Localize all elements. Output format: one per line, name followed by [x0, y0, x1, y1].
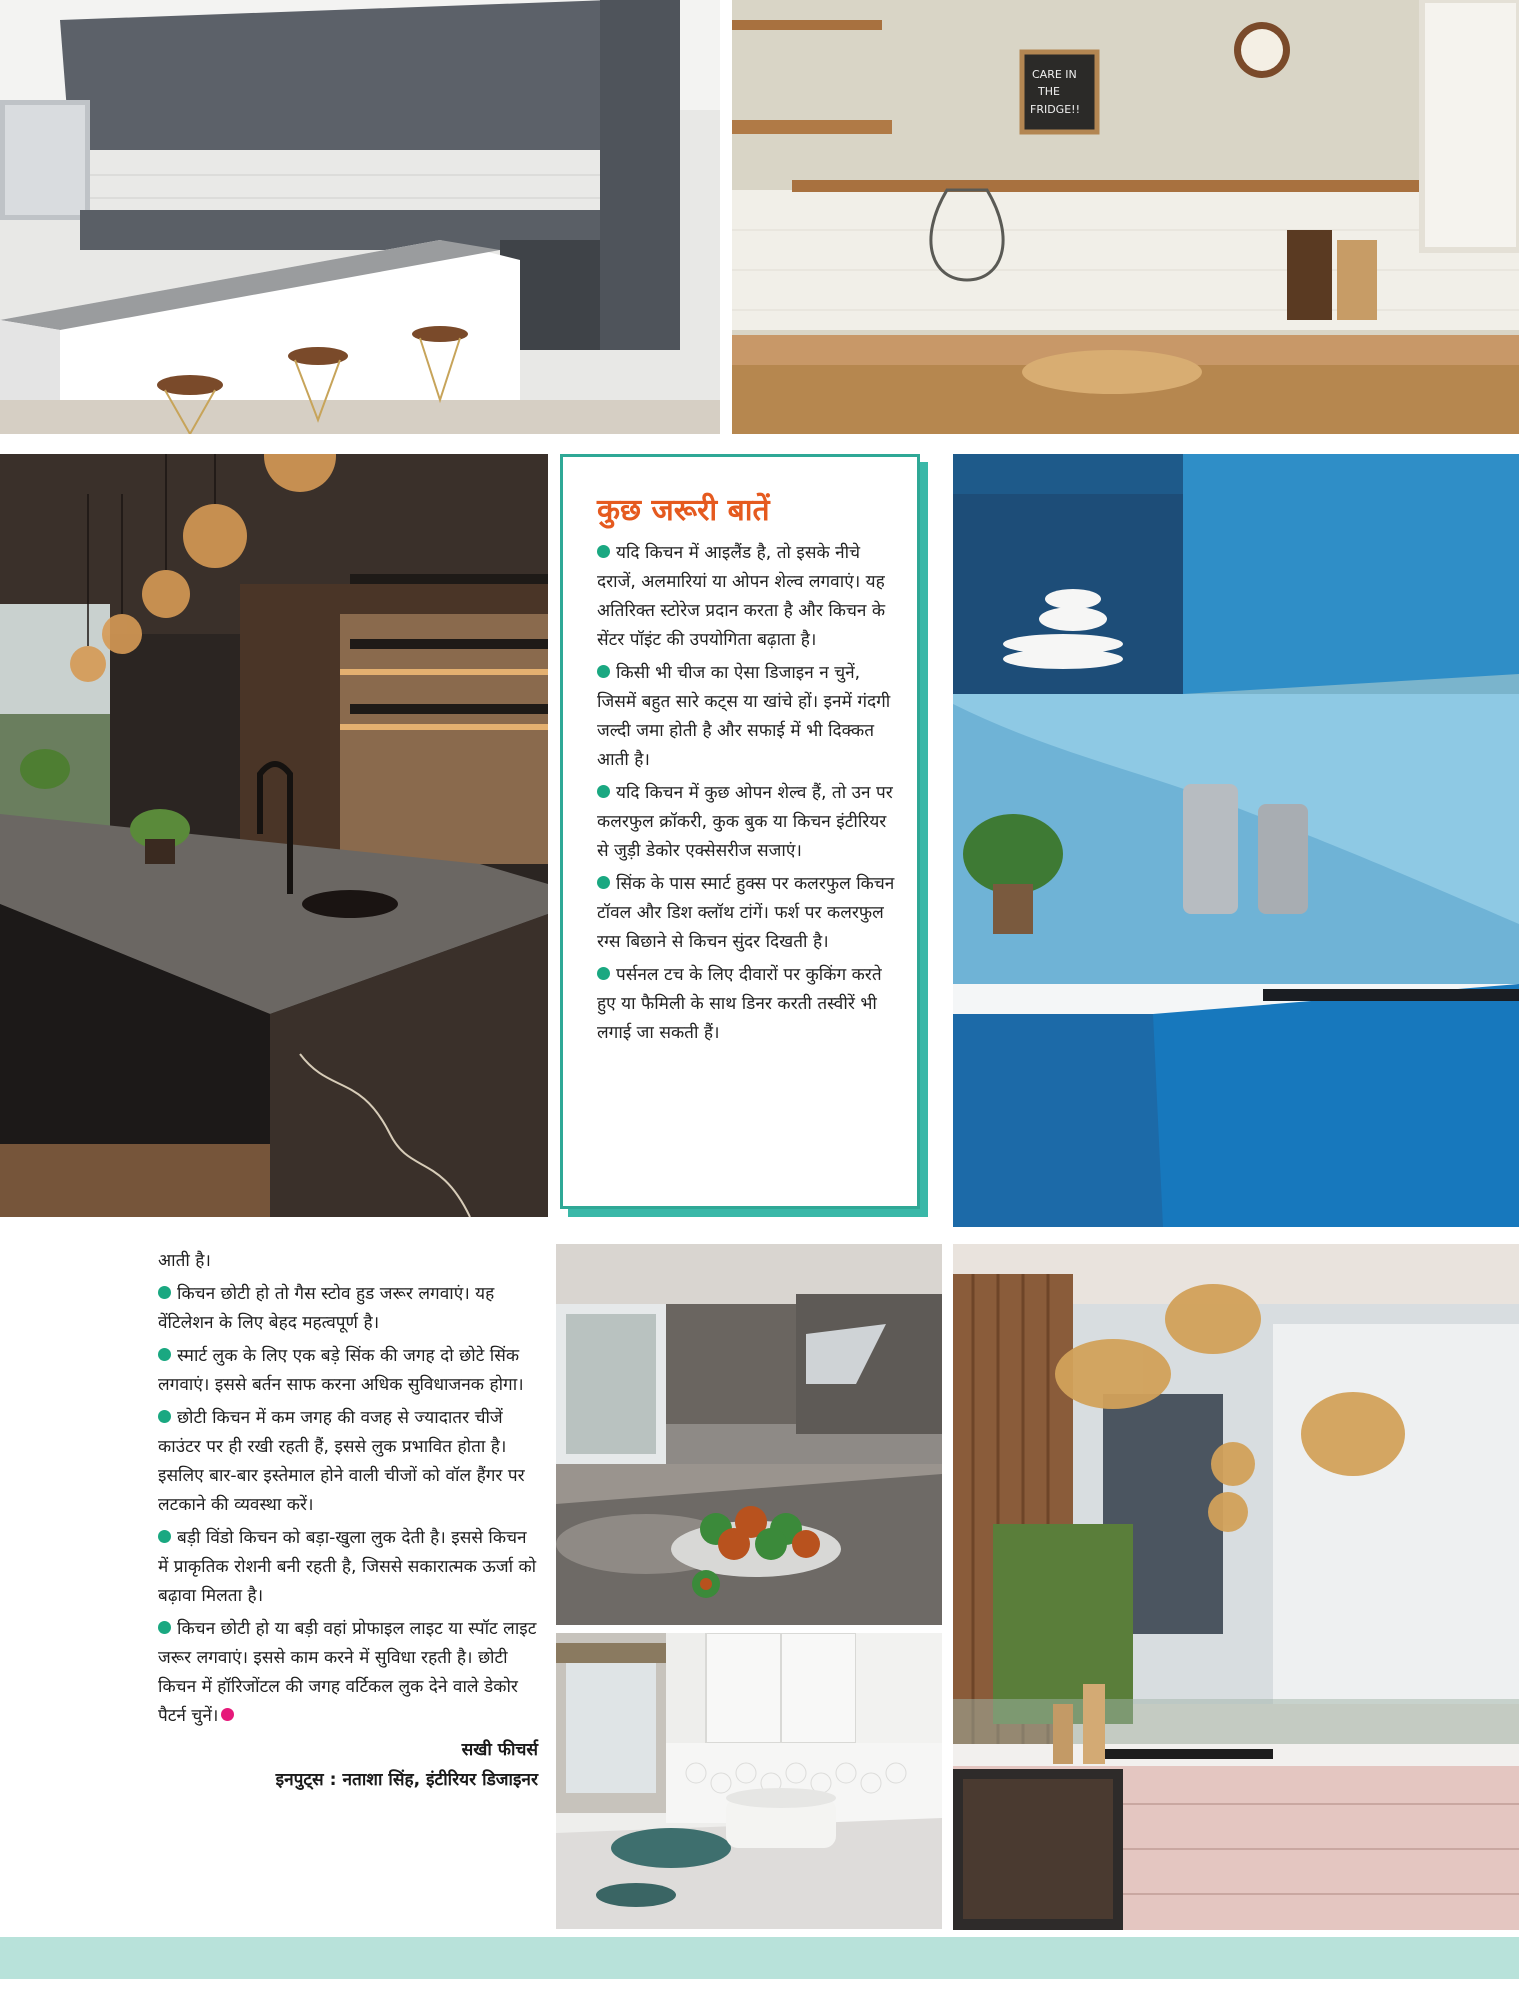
- photo-white-kitchen-pots: [556, 1633, 942, 1929]
- tip-text: पर्सनल टच के लिए दीवारों पर कुकिंग करते हुए या फैमिली के साथ डिनर करती तस्वीरें भी लगाई जा सकती हैं।: [597, 965, 882, 1043]
- tip-item: [597, 539, 899, 655]
- tip-text: सिंक के पास स्मार्ट हुक्स पर कलरफुल किचन टॉवल और डिश क्लॉथ टांगें। फर्श पर कलरफुल रग्स बिछाने से किचन सुंदर दिखती है।: [597, 874, 895, 952]
- photo-fruit-bowl-kitchen: [556, 1244, 942, 1625]
- article-body-column: [158, 1247, 538, 1795]
- bullet-icon: [597, 876, 610, 889]
- bullet-icon: [158, 1621, 171, 1634]
- body-point-text: छोटी किचन में कम जगह की वजह से ज्यादातर चीजें काउंटर पर ही रखी रहती हैं, इससे लुक प्रभावित होता है। इसलिए बार-बार इस्तेमाल होने वाली चीजों को वॉल हैंगर पर लटकाने की व्यवस्था करें।: [158, 1408, 525, 1515]
- body-point: [158, 1342, 538, 1400]
- end-mark-icon: [221, 1708, 234, 1721]
- continuation-text: आती है।: [158, 1251, 211, 1271]
- photo-pink-kitchen-pendants: [953, 1244, 1519, 1930]
- board-line2: THE: [1038, 85, 1060, 98]
- bullet-icon: [158, 1348, 171, 1361]
- credit-inputs: इनपुट्स : नताशा सिंह, इंटीरियर डिजाइनर: [275, 1770, 538, 1790]
- bullet-icon: [597, 545, 610, 558]
- tip-text: यदि किचन में कुछ ओपन शेल्व हैं, तो उन पर कलरफुल क्रॉकरी, कुक बुक या किचन इंटीरियर से जुड़ी डेकोर एक्सेसरीज सजाएं।: [597, 783, 893, 861]
- bullet-icon: [597, 785, 610, 798]
- bullet-icon: [158, 1530, 171, 1543]
- board-line3: FRIDGE!!: [1030, 103, 1080, 116]
- photo-dark-marble-island: [0, 454, 548, 1217]
- body-point: [158, 1524, 538, 1611]
- body-point-text: किचन छोटी हो या बड़ी वहां प्रोफाइल लाइट या स्पॉट लाइट जरूर लगवाएं। इससे काम करने में सुविधा रहती है। छोटी किचन में हॉरिजोंटल की जगह वर्टिकल लुक देने वाले डेकोर पैटर्न चुनें।: [158, 1619, 537, 1726]
- tip-item: [597, 870, 899, 957]
- tip-item: [597, 659, 899, 775]
- bullet-icon: [158, 1410, 171, 1423]
- tip-item: [597, 961, 899, 1048]
- tip-text: किसी भी चीज का ऐसा डिजाइन न चुनें, जिसमें बहुत सारे कट्स या खांचे हों। इनमें गंदगी जल्दी जमा होती है और सफाई में भी दिक्कत आती है।: [597, 663, 891, 770]
- footer-band: [0, 1937, 1519, 1979]
- photo-rustic-kitchen: [732, 0, 1519, 434]
- tipbox: [560, 454, 920, 1209]
- body-point-text: स्मार्ट लुक के लिए एक बड़े सिंक की जगह दो छोटे सिंक लगवाएं। इससे बर्तन साफ करना अधिक सुविधाजनक होगा।: [158, 1346, 524, 1395]
- bullet-icon: [158, 1286, 171, 1299]
- tipbox-title: कुछ जरूरी बातें: [597, 493, 770, 528]
- body-point: [158, 1404, 538, 1520]
- body-point: [158, 1615, 538, 1731]
- body-point-text: बड़ी विंडो किचन को बड़ा-खुला लुक देती है। इससे किचन में प्राकृतिक रोशनी बनी रहती है, जिससे सकारात्मक ऊर्जा को बढ़ावा मिलता है।: [158, 1528, 537, 1606]
- board-line1: CARE IN: [1032, 68, 1077, 81]
- tip-item: [597, 779, 899, 866]
- photo-grey-kitchen: [0, 0, 720, 434]
- body-point-text: किचन छोटी हो तो गैस स्टोव हुड जरूर लगवाएं। यह वेंटिलेशन के लिए बेहद महत्वपूर्ण है।: [158, 1284, 495, 1333]
- photo-blue-kitchen: [953, 454, 1519, 1227]
- bullet-icon: [597, 665, 610, 678]
- body-point: [158, 1280, 538, 1338]
- bullet-icon: [597, 967, 610, 980]
- tip-text: यदि किचन में आइलैंड है, तो इसके नीचे दराजें, अलमारियां या ओपन शेल्व लगवाएं। यह अतिरिक्त स्टोरेज प्रदान करता है और किचन के सेंटर पॉइंट की उपयोगिता बढ़ाता है।: [597, 543, 886, 650]
- credit-org: सखी फीचर्स: [461, 1740, 538, 1760]
